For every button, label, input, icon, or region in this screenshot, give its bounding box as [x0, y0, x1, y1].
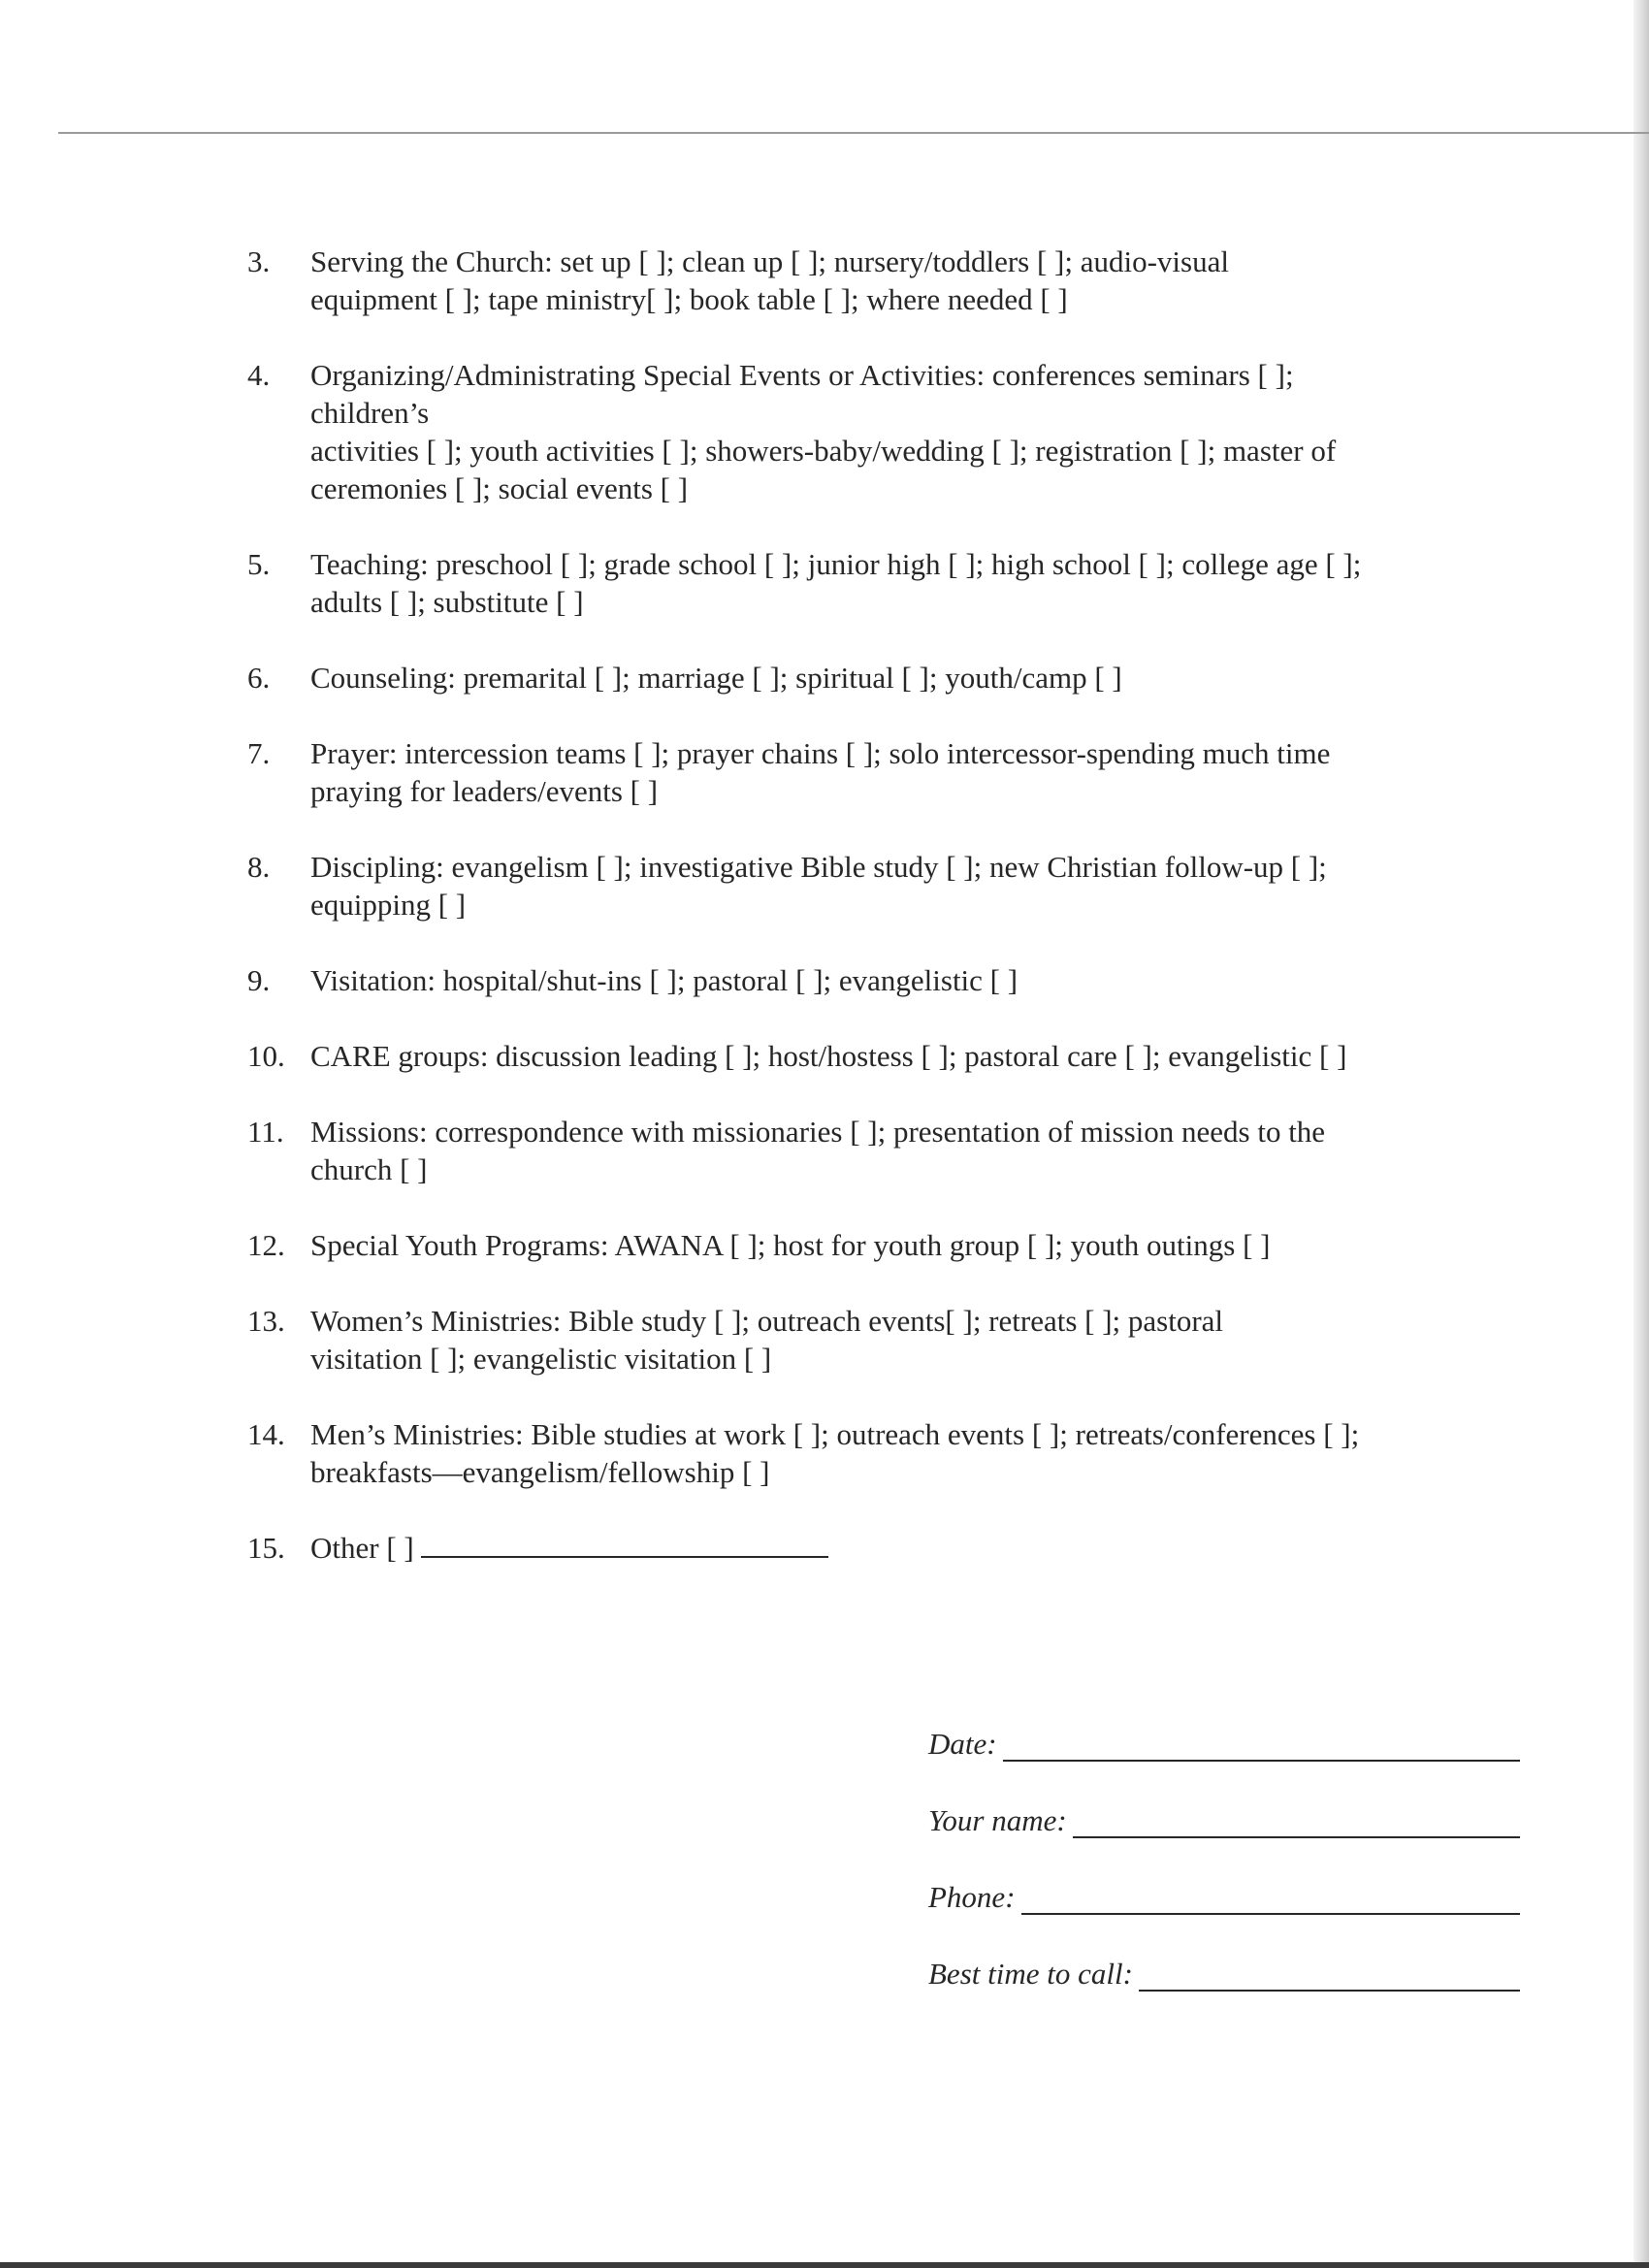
- date-label: Date:: [928, 1727, 997, 1761]
- item-number: 3.: [247, 244, 271, 278]
- other-label: Other [ ]: [310, 1531, 414, 1565]
- item-line: ceremonies [ ]; social events [ ]: [310, 471, 689, 505]
- item-line: adults [ ]; substitute [ ]: [310, 585, 584, 619]
- item-6: [247, 659, 1518, 697]
- item-3: [247, 243, 1518, 318]
- item-line: church [ ]: [310, 1152, 428, 1186]
- item-8: [247, 848, 1518, 923]
- item-4: [247, 356, 1518, 507]
- call-time-row: [928, 1953, 1520, 1992]
- item-number: 11.: [247, 1115, 284, 1149]
- item-15-other: [247, 1529, 1518, 1567]
- item-number: 7.: [247, 736, 271, 770]
- item-13: [247, 1302, 1518, 1377]
- item-10: [247, 1037, 1518, 1075]
- item-line: visitation [ ]; evangelistic visitation [ ]: [310, 1342, 772, 1376]
- item-line: Counseling: premarital [ ]; marriage [ ]; spiritual [ ]; youth/camp [ ]: [310, 661, 1122, 695]
- item-line: Prayer: intercession teams [ ]; prayer chains [ ]; solo intercessor-spending much time: [310, 736, 1331, 770]
- item-line: equipment [ ]; tape ministry[ ]; book table [ ]; where needed [ ]: [310, 282, 1068, 316]
- phone-row: [928, 1876, 1520, 1915]
- item-line: CARE groups: discussion leading [ ]; host/hostess [ ]; pastoral care [ ]; evangelistic [ ]: [310, 1039, 1347, 1073]
- item-11: [247, 1113, 1518, 1188]
- contact-block: [928, 1723, 1520, 2029]
- item-9: [247, 961, 1518, 999]
- item-line: praying for leaders/events [ ]: [310, 774, 659, 808]
- call-time-label: Best time to call:: [928, 1957, 1133, 1991]
- date-field[interactable]: [1003, 1734, 1520, 1762]
- item-line: activities [ ]; youth activities [ ]; showers-baby/wedding [ ]; registration [ ]; master of: [310, 434, 1337, 468]
- item-number: 15.: [247, 1531, 285, 1565]
- item-number: 12.: [247, 1228, 285, 1262]
- item-number: 4.: [247, 358, 271, 392]
- name-row: [928, 1799, 1520, 1838]
- item-line: Teaching: preschool [ ]; grade school [ ]; junior high [ ]; high school [ ]; college age [ ];: [310, 547, 1362, 581]
- item-line: Discipling: evangelism [ ]; investigative Bible study [ ]; new Christian follow-up [ ];: [310, 850, 1327, 884]
- name-field[interactable]: [1073, 1811, 1520, 1838]
- ministry-list: [247, 243, 1518, 1604]
- item-line: Women’s Ministries: Bible study [ ]; outreach events[ ]; retreats [ ]; pastoral: [310, 1304, 1224, 1338]
- item-line: breakfasts—evangelism/fellowship [ ]: [310, 1455, 770, 1489]
- item-line: Serving the Church: set up [ ]; clean up [ ]; nursery/toddlers [ ]; audio-visual: [310, 244, 1229, 278]
- item-line: equipping [ ]: [310, 888, 467, 922]
- phone-label: Phone:: [928, 1880, 1016, 1914]
- scan-edge: [1633, 0, 1649, 2268]
- item-number: 13.: [247, 1304, 285, 1338]
- item-line: children’s: [310, 396, 430, 430]
- item-line: Men’s Ministries: Bible studies at work [ ]; outreach events [ ]; retreats/conferences [ ];: [310, 1417, 1360, 1451]
- name-label: Your name:: [928, 1803, 1067, 1837]
- item-5: [247, 545, 1518, 621]
- item-number: 8.: [247, 850, 271, 884]
- item-number: 10.: [247, 1039, 285, 1073]
- item-number: 5.: [247, 547, 271, 581]
- scan-bottom-edge: [0, 2262, 1649, 2268]
- date-row: [928, 1723, 1520, 1762]
- item-number: 9.: [247, 963, 271, 997]
- item-line: Visitation: hospital/shut-ins [ ]; pastoral [ ]; evangelistic [ ]: [310, 963, 1018, 997]
- call-time-field[interactable]: [1139, 1964, 1520, 1992]
- phone-field[interactable]: [1021, 1888, 1520, 1915]
- item-line: Special Youth Programs: AWANA [ ]; host for youth group [ ]; youth outings [ ]: [310, 1228, 1271, 1262]
- item-7: [247, 734, 1518, 810]
- item-12: [247, 1226, 1518, 1264]
- item-line: Missions: correspondence with missionaries [ ]; presentation of mission needs to the: [310, 1115, 1326, 1149]
- item-number: 6.: [247, 661, 271, 695]
- item-line: Organizing/Administrating Special Events or Activities: conferences seminars [ ];: [310, 358, 1294, 392]
- top-rule: [58, 132, 1649, 134]
- other-blank-field[interactable]: [421, 1531, 828, 1558]
- item-14: [247, 1415, 1518, 1491]
- item-number: 14.: [247, 1417, 285, 1451]
